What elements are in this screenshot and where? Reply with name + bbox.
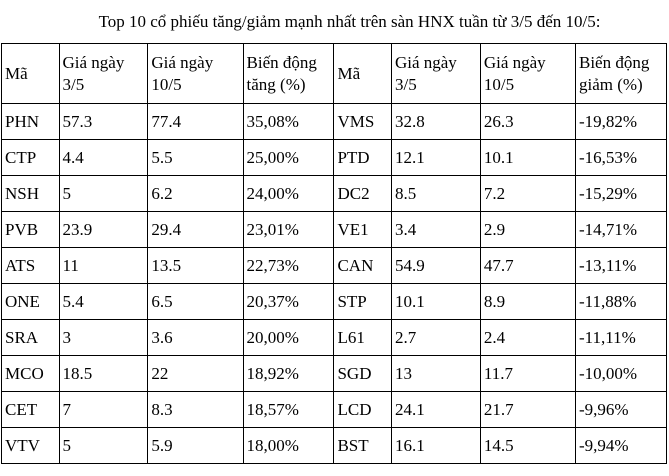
gainer-code-cell: MCO <box>2 356 60 392</box>
table-row <box>2 212 667 248</box>
gainer-change-cell: 20,37% <box>243 284 334 320</box>
gainer-change-cell: 24,00% <box>243 176 334 212</box>
gainer-price-start-cell: 5 <box>59 428 148 464</box>
gainer-code-cell: CTP <box>2 140 60 176</box>
gainer-price-end-cell: 77.4 <box>148 104 243 140</box>
loser-price-end-cell: 8.9 <box>480 284 575 320</box>
loser-price-start-cell: 2.7 <box>391 320 480 356</box>
table-row <box>2 392 667 428</box>
loser-price-end-cell: 11.7 <box>480 356 575 392</box>
loser-code-cell: CAN <box>334 248 392 284</box>
table-row <box>2 248 667 284</box>
gainer-price-end-cell: 8.3 <box>148 392 243 428</box>
loser-price-start-cell: 10.1 <box>391 284 480 320</box>
gainer-price-start-cell: 4.4 <box>59 140 148 176</box>
gainer-price-start-cell: 57.3 <box>59 104 148 140</box>
loser-price-start-cell: 24.1 <box>391 392 480 428</box>
loser-price-start-cell: 8.5 <box>391 176 480 212</box>
gainer-change-cell: 18,57% <box>243 392 334 428</box>
gainer-change-cell: 25,00% <box>243 140 334 176</box>
table-row <box>2 356 667 392</box>
gainer-price-start-cell: 3 <box>59 320 148 356</box>
gainer-change-cell: 18,00% <box>243 428 334 464</box>
header-losers-price-start: Giá ngày 3/5 <box>391 44 480 104</box>
table-row <box>2 428 667 464</box>
header-gainers-price-start: Giá ngày 3/5 <box>59 44 148 104</box>
table-row <box>2 176 667 212</box>
loser-change-cell: -13,11% <box>575 248 666 284</box>
gainer-code-cell: PHN <box>2 104 60 140</box>
loser-change-cell: -10,00% <box>575 356 666 392</box>
loser-price-end-cell: 21.7 <box>480 392 575 428</box>
loser-price-start-cell: 3.4 <box>391 212 480 248</box>
gainer-price-start-cell: 11 <box>59 248 148 284</box>
loser-price-end-cell: 14.5 <box>480 428 575 464</box>
loser-code-cell: DC2 <box>334 176 392 212</box>
loser-price-start-cell: 16.1 <box>391 428 480 464</box>
gainer-price-end-cell: 6.5 <box>148 284 243 320</box>
loser-change-cell: -9,94% <box>575 428 666 464</box>
loser-code-cell: VMS <box>334 104 392 140</box>
table-row <box>2 284 667 320</box>
gainer-price-start-cell: 23.9 <box>59 212 148 248</box>
loser-code-cell: SGD <box>334 356 392 392</box>
table-title: Top 10 cổ phiếu tăng/giảm mạnh nhất trên sàn HNX tuần từ 3/5 đến 10/5: <box>98 12 601 31</box>
loser-price-end-cell: 10.1 <box>480 140 575 176</box>
header-gainers-code: Mã <box>2 44 60 104</box>
gainer-price-end-cell: 6.2 <box>148 176 243 212</box>
header-gainers-price-end: Giá ngày 10/5 <box>148 44 243 104</box>
loser-code-cell: L61 <box>334 320 392 356</box>
table-row <box>2 140 667 176</box>
loser-code-cell: PTD <box>334 140 392 176</box>
loser-change-cell: -11,88% <box>575 284 666 320</box>
loser-change-cell: -9,96% <box>575 392 666 428</box>
loser-code-cell: LCD <box>334 392 392 428</box>
gainer-code-cell: ONE <box>2 284 60 320</box>
gainer-price-end-cell: 13.5 <box>148 248 243 284</box>
loser-price-end-cell: 2.4 <box>480 320 575 356</box>
loser-change-cell: -14,71% <box>575 212 666 248</box>
table-row <box>2 104 667 140</box>
gainer-code-cell: VTV <box>2 428 60 464</box>
loser-code-cell: BST <box>334 428 392 464</box>
gainer-price-end-cell: 22 <box>148 356 243 392</box>
loser-price-start-cell: 32.8 <box>391 104 480 140</box>
gainer-price-end-cell: 5.9 <box>148 428 243 464</box>
header-gainers-change: Biến động tăng (%) <box>243 44 334 104</box>
header-losers-code: Mã <box>334 44 392 104</box>
loser-code-cell: STP <box>334 284 392 320</box>
loser-change-cell: -16,53% <box>575 140 666 176</box>
gainer-code-cell: ATS <box>2 248 60 284</box>
loser-change-cell: -15,29% <box>575 176 666 212</box>
gainer-price-start-cell: 5 <box>59 176 148 212</box>
gainer-price-start-cell: 7 <box>59 392 148 428</box>
gainer-code-cell: NSH <box>2 176 60 212</box>
loser-code-cell: VE1 <box>334 212 392 248</box>
loser-price-end-cell: 2.9 <box>480 212 575 248</box>
gainer-change-cell: 18,92% <box>243 356 334 392</box>
gainer-price-end-cell: 29.4 <box>148 212 243 248</box>
loser-change-cell: -19,82% <box>575 104 666 140</box>
loser-price-end-cell: 26.3 <box>480 104 575 140</box>
gainer-change-cell: 22,73% <box>243 248 334 284</box>
loser-price-start-cell: 54.9 <box>391 248 480 284</box>
gainer-code-cell: CET <box>2 392 60 428</box>
stock-movers-table <box>1 43 667 464</box>
loser-price-end-cell: 47.7 <box>480 248 575 284</box>
loser-price-start-cell: 12.1 <box>391 140 480 176</box>
loser-price-end-cell: 7.2 <box>480 176 575 212</box>
gainer-change-cell: 23,01% <box>243 212 334 248</box>
header-losers-change: Biến động giảm (%) <box>575 44 666 104</box>
loser-price-start-cell: 13 <box>391 356 480 392</box>
gainer-change-cell: 20,00% <box>243 320 334 356</box>
gainer-price-end-cell: 3.6 <box>148 320 243 356</box>
gainer-price-start-cell: 5.4 <box>59 284 148 320</box>
gainer-code-cell: PVB <box>2 212 60 248</box>
table-row <box>2 320 667 356</box>
gainer-code-cell: SRA <box>2 320 60 356</box>
gainer-price-start-cell: 18.5 <box>59 356 148 392</box>
loser-change-cell: -11,11% <box>575 320 666 356</box>
gainer-change-cell: 35,08% <box>243 104 334 140</box>
header-losers-price-end: Giá ngày 10/5 <box>480 44 575 104</box>
gainer-price-end-cell: 5.5 <box>148 140 243 176</box>
table-header-row <box>2 44 667 104</box>
